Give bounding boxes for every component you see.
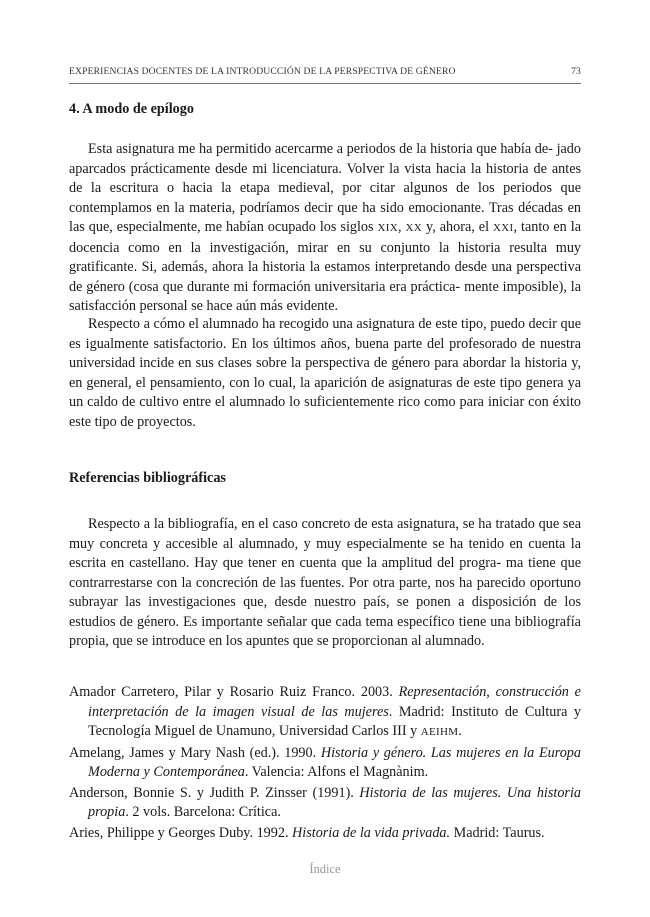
bibliography-entry: Amelang, James y Mary Nash (ed.). 1990. Historia y género. Las mujeres en la Europa Moderna y Contemporánea. Valencia: Alfons el Magnànim. — [69, 744, 581, 780]
section-heading-referencias: Referencias bibliográficas — [69, 470, 226, 486]
bibliography-entry: Anderson, Bonnie S. y Judith P. Zinsser (1991). Historia de las mujeres. Una historia propia. 2 vols. Barcelona: Crítica. — [69, 784, 581, 820]
index-link[interactable]: Índice — [309, 862, 341, 876]
bibliography-entry: Aries, Philippe y Georges Duby. 1992. Historia de la vida privada. Madrid: Taurus. — [69, 824, 545, 841]
running-header — [69, 66, 581, 77]
epilogo-paragraph-1: Esta asignatura me ha permitido acercarme a periodos de la historia que había de- jado aparcados prácticamente desde mi licenciatura. Volver la vista hacia la historia de antes de la escritura o hacia la etapa medieval, por citar algunos de los periodos que contemplamos en la materia, podríamos decir que ha sido emocionante. Tras décadas en las que, especialmente, me habían ocupado los siglos XIX, XX y, ahora, el XXI, tanto en la docencia como en la investigación, mirar en su conjunto la historia resulta muy gratificante. Si, además, ahora la historia la estamos interpretando desde una perspectiva de género (cosa que durante mi formación universitaria era práctica- mente imposible), la satisfacción personal se hace aún más evidente. — [69, 141, 582, 314]
section-heading-epilogo: 4. A modo de epílogo — [69, 101, 194, 117]
page-number: 73 — [571, 66, 581, 77]
referencias-intro-paragraph: Respecto a la bibliografía, en el caso concreto de esta asignatura, se ha tratado que sea muy concreta y accesible al alumnado, y muy especialmente se ha tenido en cuenta la escrita en castellano. Hay que tener en cuenta que la amplitud del progra- ma tiene que contrarrestarse con la concreción de las fuentes. Por otra parte, nos ha parecido oportuno subrayar las investigaciones que, desde nuestro país, se ponen a disposición de los estudios de género. Es importante señalar que cada tema específico tiene una bibliografía propia, que se introduce en los apuntes que se proporcionan al alumnado. — [69, 516, 582, 649]
header-rule — [69, 83, 581, 84]
running-title: EXPERIENCIAS DOCENTES DE LA INTRODUCCIÓN DE LA PERSPECTIVA DE GÉNERO — [69, 66, 456, 77]
bibliography-list — [69, 683, 581, 844]
bibliography-entry: Amador Carretero, Pilar y Rosario Ruiz Franco. 2003. Representación, construcción e interpretación de la imagen visual de las mujeres. Madrid: Instituto de Cultura y Tecnología Miguel de Unamuno, Universidad Carlos III y AEIHM. — [69, 684, 581, 739]
epilogo-paragraph-2: Respecto a cómo el alumnado ha recogido una asignatura de este tipo, puedo decir que es igualmente satisfactorio. En los últimos años, buena parte del profesorado de nuestra universidad incide en sus clases sobre la perspectiva de género para abordar la historia y, en general, el pensamiento, con lo cual, la aparición de asignaturas de este tipo genera ya un caldo de cultivo entre el alumnado lo suficientemente rico como para iniciar con éxito este tipo de proyectos. — [69, 316, 582, 430]
